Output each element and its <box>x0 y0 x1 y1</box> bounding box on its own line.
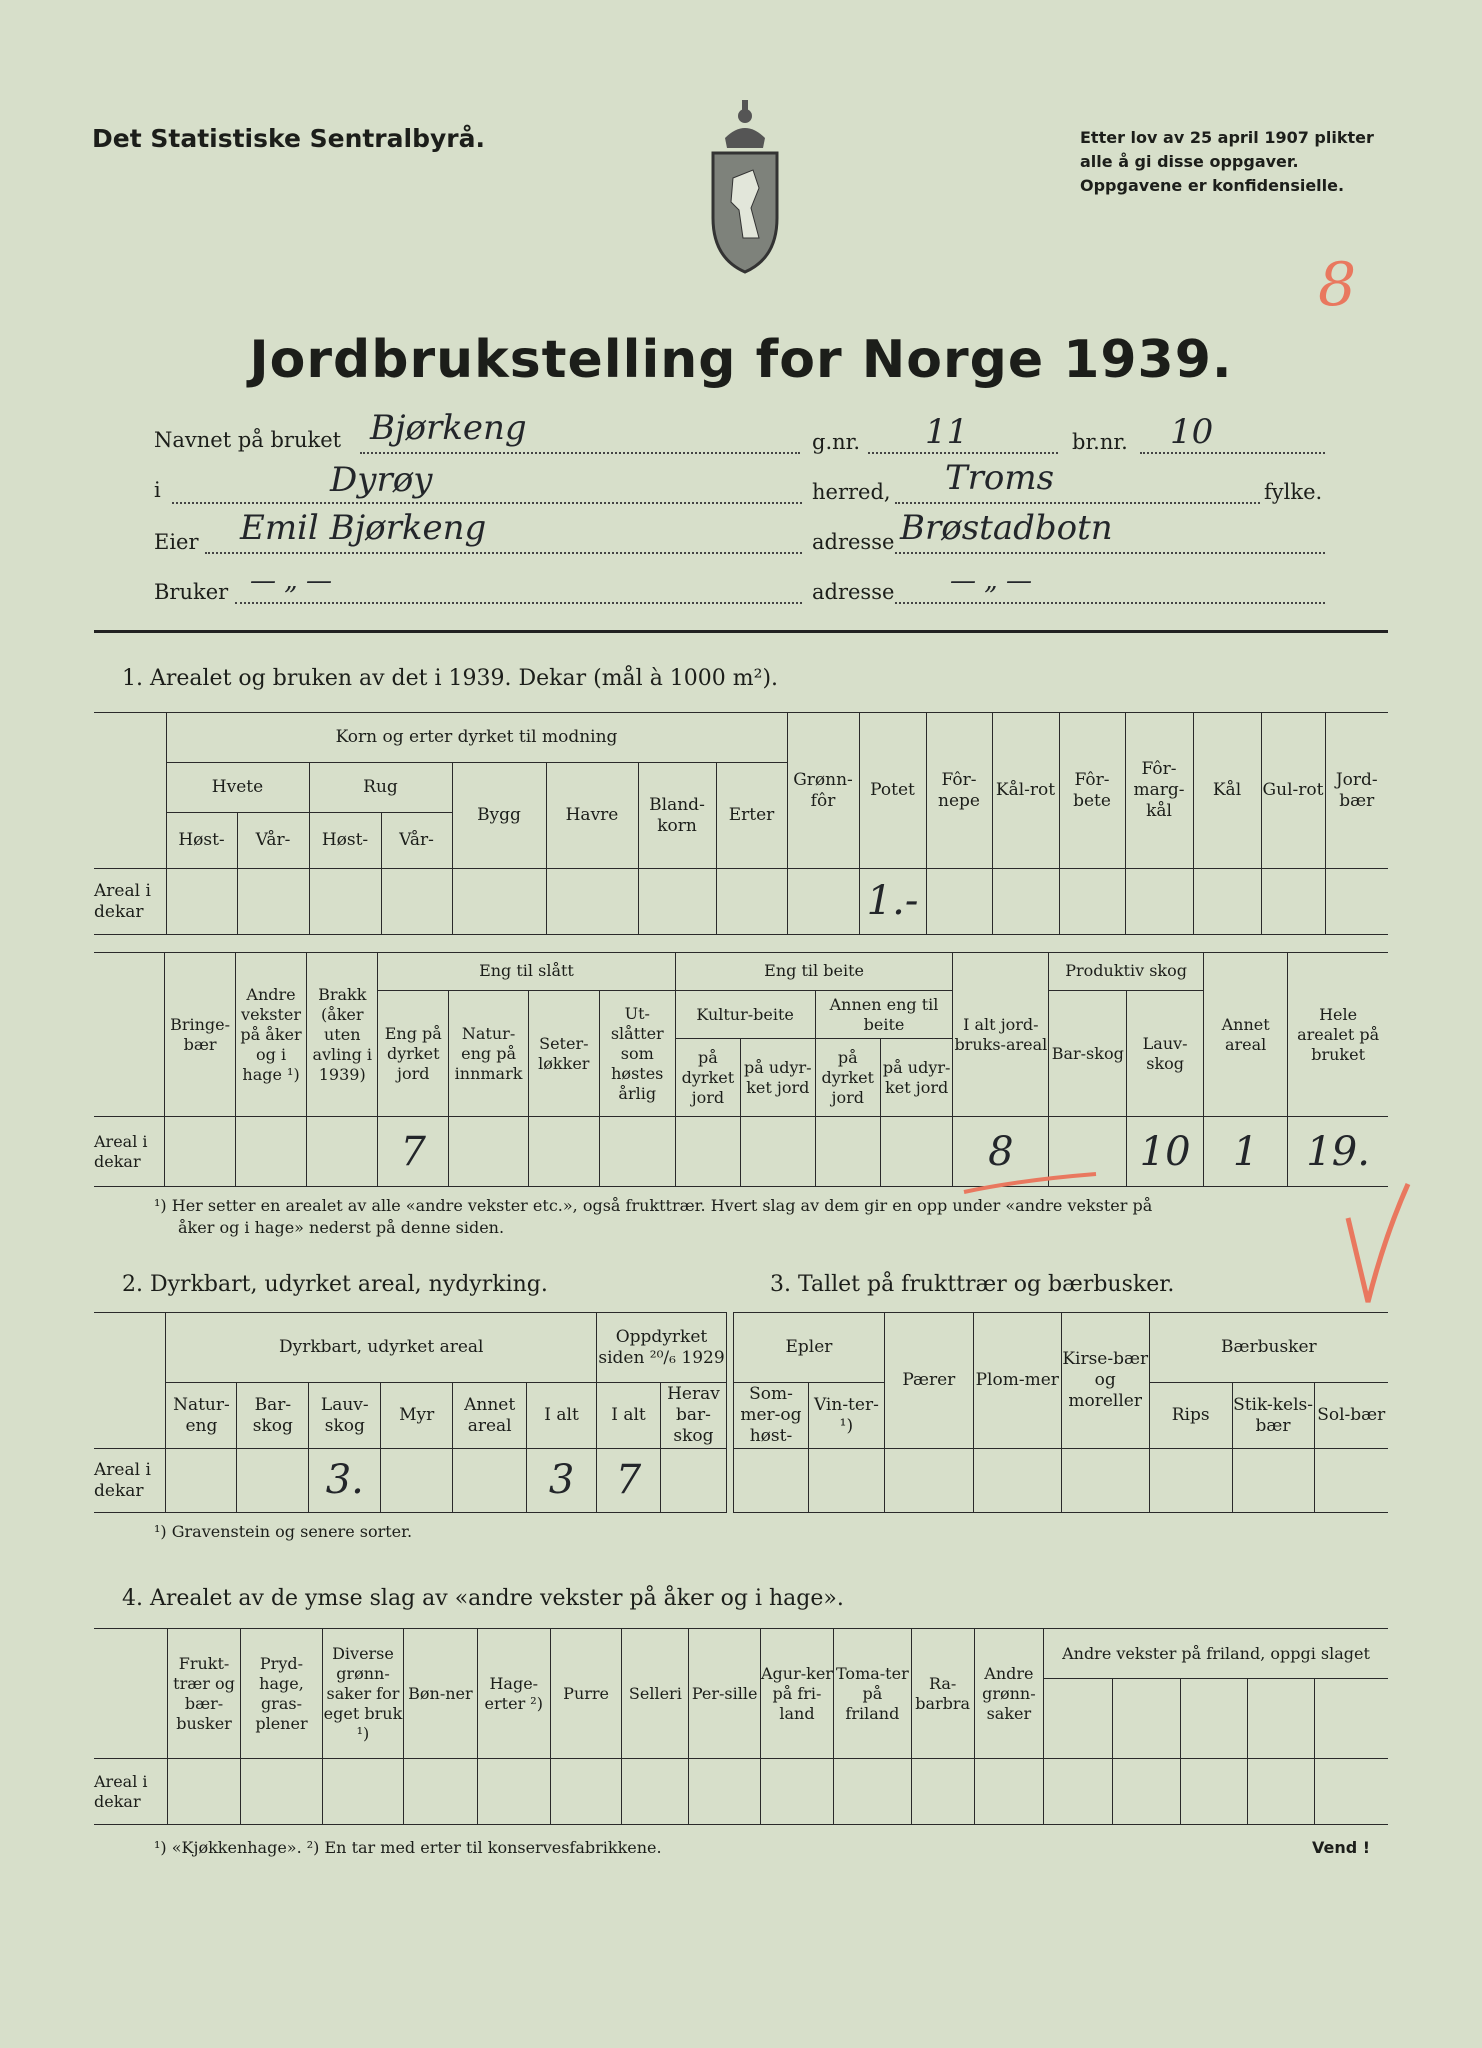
bruker-label: Bruker <box>154 580 229 604</box>
eng-dyrket-value[interactable]: 7 <box>378 1117 449 1187</box>
bringebaer-header: Bringe-bær <box>165 953 236 1117</box>
col-selleri: Selleri <box>622 1629 689 1759</box>
areal-label: Areal i dekar <box>94 1759 167 1825</box>
kalrot-header: Kål-rot <box>992 713 1059 869</box>
col-prydhage: Pryd-hage, gras-plener <box>241 1629 323 1759</box>
i-label: i <box>154 478 161 502</box>
col-frukttrær: Frukt-trær og bær-busker <box>167 1629 240 1759</box>
naturng-header: Natur-eng <box>166 1383 237 1449</box>
section1-heading: 1. Arealet og bruken av det i 1939. Dekar (mål à 1000 m²). <box>122 666 779 691</box>
sommer-host-header: Som-mer-og høst- <box>734 1383 809 1449</box>
table-section3 <box>733 1312 1388 1513</box>
bruk-label: Navnet på bruket <box>154 428 342 452</box>
eng-slatt-header: Eng til slått <box>378 953 675 991</box>
fylke-value[interactable]: Troms <box>945 458 1055 498</box>
section3-heading: 3. Tallet på frukttrær og bærbusker. <box>770 1272 1175 1297</box>
adresse2-value[interactable]: — „ — <box>950 566 1032 596</box>
turn-over-note: Vend ! <box>1312 1838 1371 1857</box>
hvete-var-header: Vår- <box>237 813 309 869</box>
oppdyrket-ialt-header: I alt <box>597 1383 661 1449</box>
baerbusker-header: Bærbusker <box>1149 1313 1388 1383</box>
annet-areal-header: Annet areal <box>453 1383 527 1449</box>
fylke-label: fylke. <box>1264 480 1323 504</box>
areal-label: Areal i dekar <box>94 1117 165 1187</box>
form-title: Jordbrukstelling for Norge 1939. <box>249 330 1233 390</box>
footnote-1a: ¹) Her setter en arealet av alle «andre vekster etc.», også frukttrær. Hvert slag av dem gir en opp under «andre vekster på <box>154 1196 1153 1215</box>
fornepe-header: Fôr-nepe <box>926 713 992 869</box>
pa-udyrket-header: på udyr-ket jord <box>741 1039 815 1117</box>
korn-header: Korn og erter dyrket til modning <box>166 713 787 763</box>
solbaer-header: Sol-bær <box>1314 1383 1388 1449</box>
annet-value[interactable]: 1 <box>1204 1117 1288 1187</box>
lauvskog-header: Lauv-skog <box>309 1383 381 1449</box>
col-persille: Per-sille <box>689 1629 760 1759</box>
organization-name: Det Statistiske Sentralbyrå. <box>92 124 485 153</box>
pa-dyrket-header: på dyrket jord <box>815 1039 880 1117</box>
hele-arealet-header: Hele arealet på bruket <box>1288 953 1388 1117</box>
oppdyrket-header: Oppdyrket siden ²⁰/₆ 1929 <box>597 1313 727 1383</box>
table-section1 <box>94 712 1388 935</box>
erter-header: Erter <box>716 763 787 869</box>
gnr-label: g.nr. <box>812 430 861 454</box>
areal-label: Areal i dekar <box>94 1449 166 1513</box>
utslatter-header: Ut-slåtter som høstes årlig <box>599 990 675 1116</box>
ialt-header: I alt jord-bruks-areal <box>953 953 1049 1117</box>
col-tomater: Toma-ter på friland <box>834 1629 911 1759</box>
adresse-value[interactable]: Brøstadbotn <box>900 508 1113 548</box>
col-hageerter: Hage-erter ²) <box>477 1629 550 1759</box>
herred-label: herred, <box>812 480 891 504</box>
lauvskog-value[interactable]: 10 <box>1127 1117 1204 1187</box>
eng-beite-header: Eng til beite <box>675 953 953 991</box>
footnote-1b: åker og i hage» nederst på denne siden. <box>178 1218 505 1237</box>
table-section2 <box>94 1312 727 1513</box>
col-rabarbra: Ra-barbra <box>911 1629 974 1759</box>
gnr-value[interactable]: 11 <box>925 412 969 452</box>
coat-of-arms-icon <box>695 98 795 274</box>
naturng-header: Natur-eng på innmark <box>449 990 528 1116</box>
ialt-value[interactable]: 8 <box>953 1117 1049 1187</box>
herav-barskog-header: Herav bar-skog <box>660 1383 726 1449</box>
red-check-mark <box>1342 1178 1412 1308</box>
havre-header: Havre <box>546 763 638 869</box>
ialt-header: I alt <box>527 1383 597 1449</box>
rips-header: Rips <box>1149 1383 1232 1449</box>
rug-host-header: Høst- <box>309 813 381 869</box>
brnr-value[interactable]: 10 <box>1170 412 1214 452</box>
section4-heading: 4. Arealet av de ymse slag av «andre vekster på åker og i hage». <box>122 1586 844 1611</box>
epler-header: Epler <box>734 1313 885 1383</box>
footnote-4: ¹) «Kjøkkenhage». ²) En tar med erter til konservesfabrikkene. <box>154 1838 662 1857</box>
legal-notice <box>1080 126 1420 198</box>
col-agurker: Agur-ker på fri-land <box>760 1629 833 1759</box>
prod-skog-header: Produktiv skog <box>1049 953 1204 991</box>
potet-header: Potet <box>859 713 926 869</box>
lauvskog-header: Lauv-skog <box>1127 990 1204 1116</box>
eier-label: Eier <box>154 530 199 554</box>
eng-dyrket-header: Eng på dyrket jord <box>378 990 449 1116</box>
formargkal-header: Fôr-marg-kål <box>1125 713 1193 869</box>
potet-value[interactable]: 1.- <box>859 869 926 935</box>
rug-header: Rug <box>309 763 452 813</box>
areal-label: Areal i dekar <box>94 869 166 935</box>
section2-heading: 2. Dyrkbart, udyrket areal, nydyrking. <box>122 1272 548 1297</box>
col-diverse: Diverse grønn-saker for eget bruk ¹) <box>322 1629 404 1759</box>
col-purre: Purre <box>550 1629 621 1759</box>
gronnfor-header: Grønn-fôr <box>787 713 859 869</box>
divider <box>94 630 1388 633</box>
seter-header: Seter-løkker <box>528 990 599 1116</box>
barskog-header: Bar-skog <box>1049 990 1127 1116</box>
pa-dyrket-header: på dyrket jord <box>675 1039 740 1117</box>
lauvskog-value[interactable]: 3. <box>309 1449 381 1513</box>
hele-value[interactable]: 19. <box>1288 1117 1388 1187</box>
oppdyrket-value[interactable]: 7 <box>597 1449 661 1513</box>
brakk-header: Brakk (åker uten avling i 1939) <box>307 953 378 1117</box>
forbete-header: Fôr-bete <box>1059 713 1125 869</box>
bruker-value[interactable]: — „ — <box>250 566 332 596</box>
annen-eng-header: Annen eng til beite <box>815 990 953 1038</box>
i-value[interactable]: Dyrøy <box>330 460 433 500</box>
kal-header: Kål <box>1193 713 1261 869</box>
footnote-2: ¹) Gravenstein og senere sorter. <box>154 1522 413 1541</box>
pa-udyrket-header: på udyr-ket jord <box>880 1039 953 1117</box>
kulturbeite-header: Kultur-beite <box>675 990 815 1038</box>
hvete-host-header: Høst- <box>166 813 237 869</box>
plommer-header: Plom-mer <box>973 1313 1061 1449</box>
table-section1b <box>94 952 1388 1187</box>
annet-areal-header: Annet areal <box>1204 953 1288 1117</box>
hvete-header: Hvete <box>166 763 309 813</box>
legal-line: Etter lov av 25 april 1907 plikter <box>1080 128 1374 147</box>
col-andre-gronnsaker: Andre grønn-saker <box>974 1629 1043 1759</box>
brnr-label: br.nr. <box>1072 430 1128 454</box>
rug-var-header: Vår- <box>381 813 452 869</box>
col-bonner: Bøn-ner <box>404 1629 477 1759</box>
paerer-header: Pærer <box>884 1313 973 1449</box>
bruk-value[interactable]: Bjørkeng <box>370 408 527 448</box>
barskog-header: Bar-skog <box>237 1383 309 1449</box>
legal-line: alle å gi disse oppgaver. <box>1080 152 1299 171</box>
adresse-label: adresse <box>812 530 895 554</box>
kirsebaer-header: Kirse-bær og moreller <box>1061 1313 1149 1449</box>
andre-friland-header: Andre vekster på friland, oppgi slaget <box>1044 1629 1388 1679</box>
eier-value[interactable]: Emil Bjørkeng <box>240 508 487 548</box>
jordbaer-header: Jord-bær <box>1325 713 1388 869</box>
ialt-value[interactable]: 3 <box>527 1449 597 1513</box>
legal-line: Oppgavene er konfidensielle. <box>1080 176 1345 195</box>
blandkorn-header: Bland-korn <box>638 763 716 869</box>
vinter-header: Vin-ter-¹) <box>808 1383 884 1449</box>
adresse2-label: adresse <box>812 580 895 604</box>
red-underline-mark <box>960 1166 1100 1196</box>
margin-mark: 8 <box>1318 250 1357 320</box>
bygg-header: Bygg <box>452 763 546 869</box>
stikkelsbaer-header: Stik-kels-bær <box>1232 1383 1314 1449</box>
myr-header: Myr <box>381 1383 453 1449</box>
gulrot-header: Gul-rot <box>1261 713 1325 869</box>
andre-vekster-header: Andre vekster på åker og i hage ¹) <box>235 953 306 1117</box>
table-section4 <box>94 1628 1388 1825</box>
dyrkbart-header: Dyrkbart, udyrket areal <box>166 1313 597 1383</box>
